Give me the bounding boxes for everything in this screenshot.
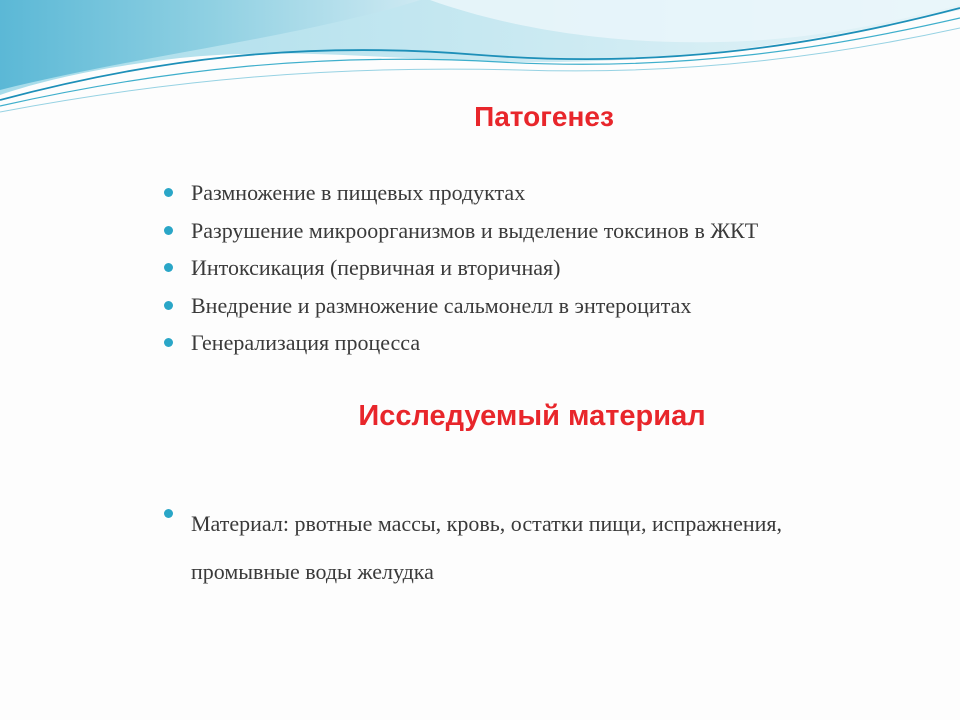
list-item-text: Разрушение микроорганизмов и выделение токсинов в ЖКТ xyxy=(191,217,759,243)
section-heading-material: Исследуемый материал xyxy=(358,400,706,432)
bullet-dot-icon xyxy=(164,226,173,235)
bullet-dot-icon xyxy=(164,301,173,310)
pathogenesis-list xyxy=(160,178,758,366)
section-heading-pathogenesis: Патогенез xyxy=(474,101,614,132)
bullet-dot-icon xyxy=(164,263,173,272)
list-item xyxy=(160,328,758,366)
list-item-text: Размножение в пищевых продуктах xyxy=(191,180,526,205)
bullet-dot-icon xyxy=(164,338,173,347)
list-item-text: Материал: рвотные массы, кровь, остатки пищи, испражнения, промывные воды желудка xyxy=(191,511,783,584)
list-item xyxy=(160,500,791,596)
list-item-text: Внедрение и размножение сальмонелл в энтероцитах xyxy=(191,292,692,318)
list-item xyxy=(160,291,758,329)
list-item-text: Интоксикация (первичная и вторичная) xyxy=(191,255,561,280)
bullet-dot-icon xyxy=(164,509,173,518)
list-item xyxy=(160,178,758,216)
list-item-text: Генерализация процесса xyxy=(191,330,421,355)
list-item xyxy=(160,216,758,254)
bullet-dot-icon xyxy=(164,188,173,197)
material-list xyxy=(160,500,791,596)
list-item xyxy=(160,253,758,291)
